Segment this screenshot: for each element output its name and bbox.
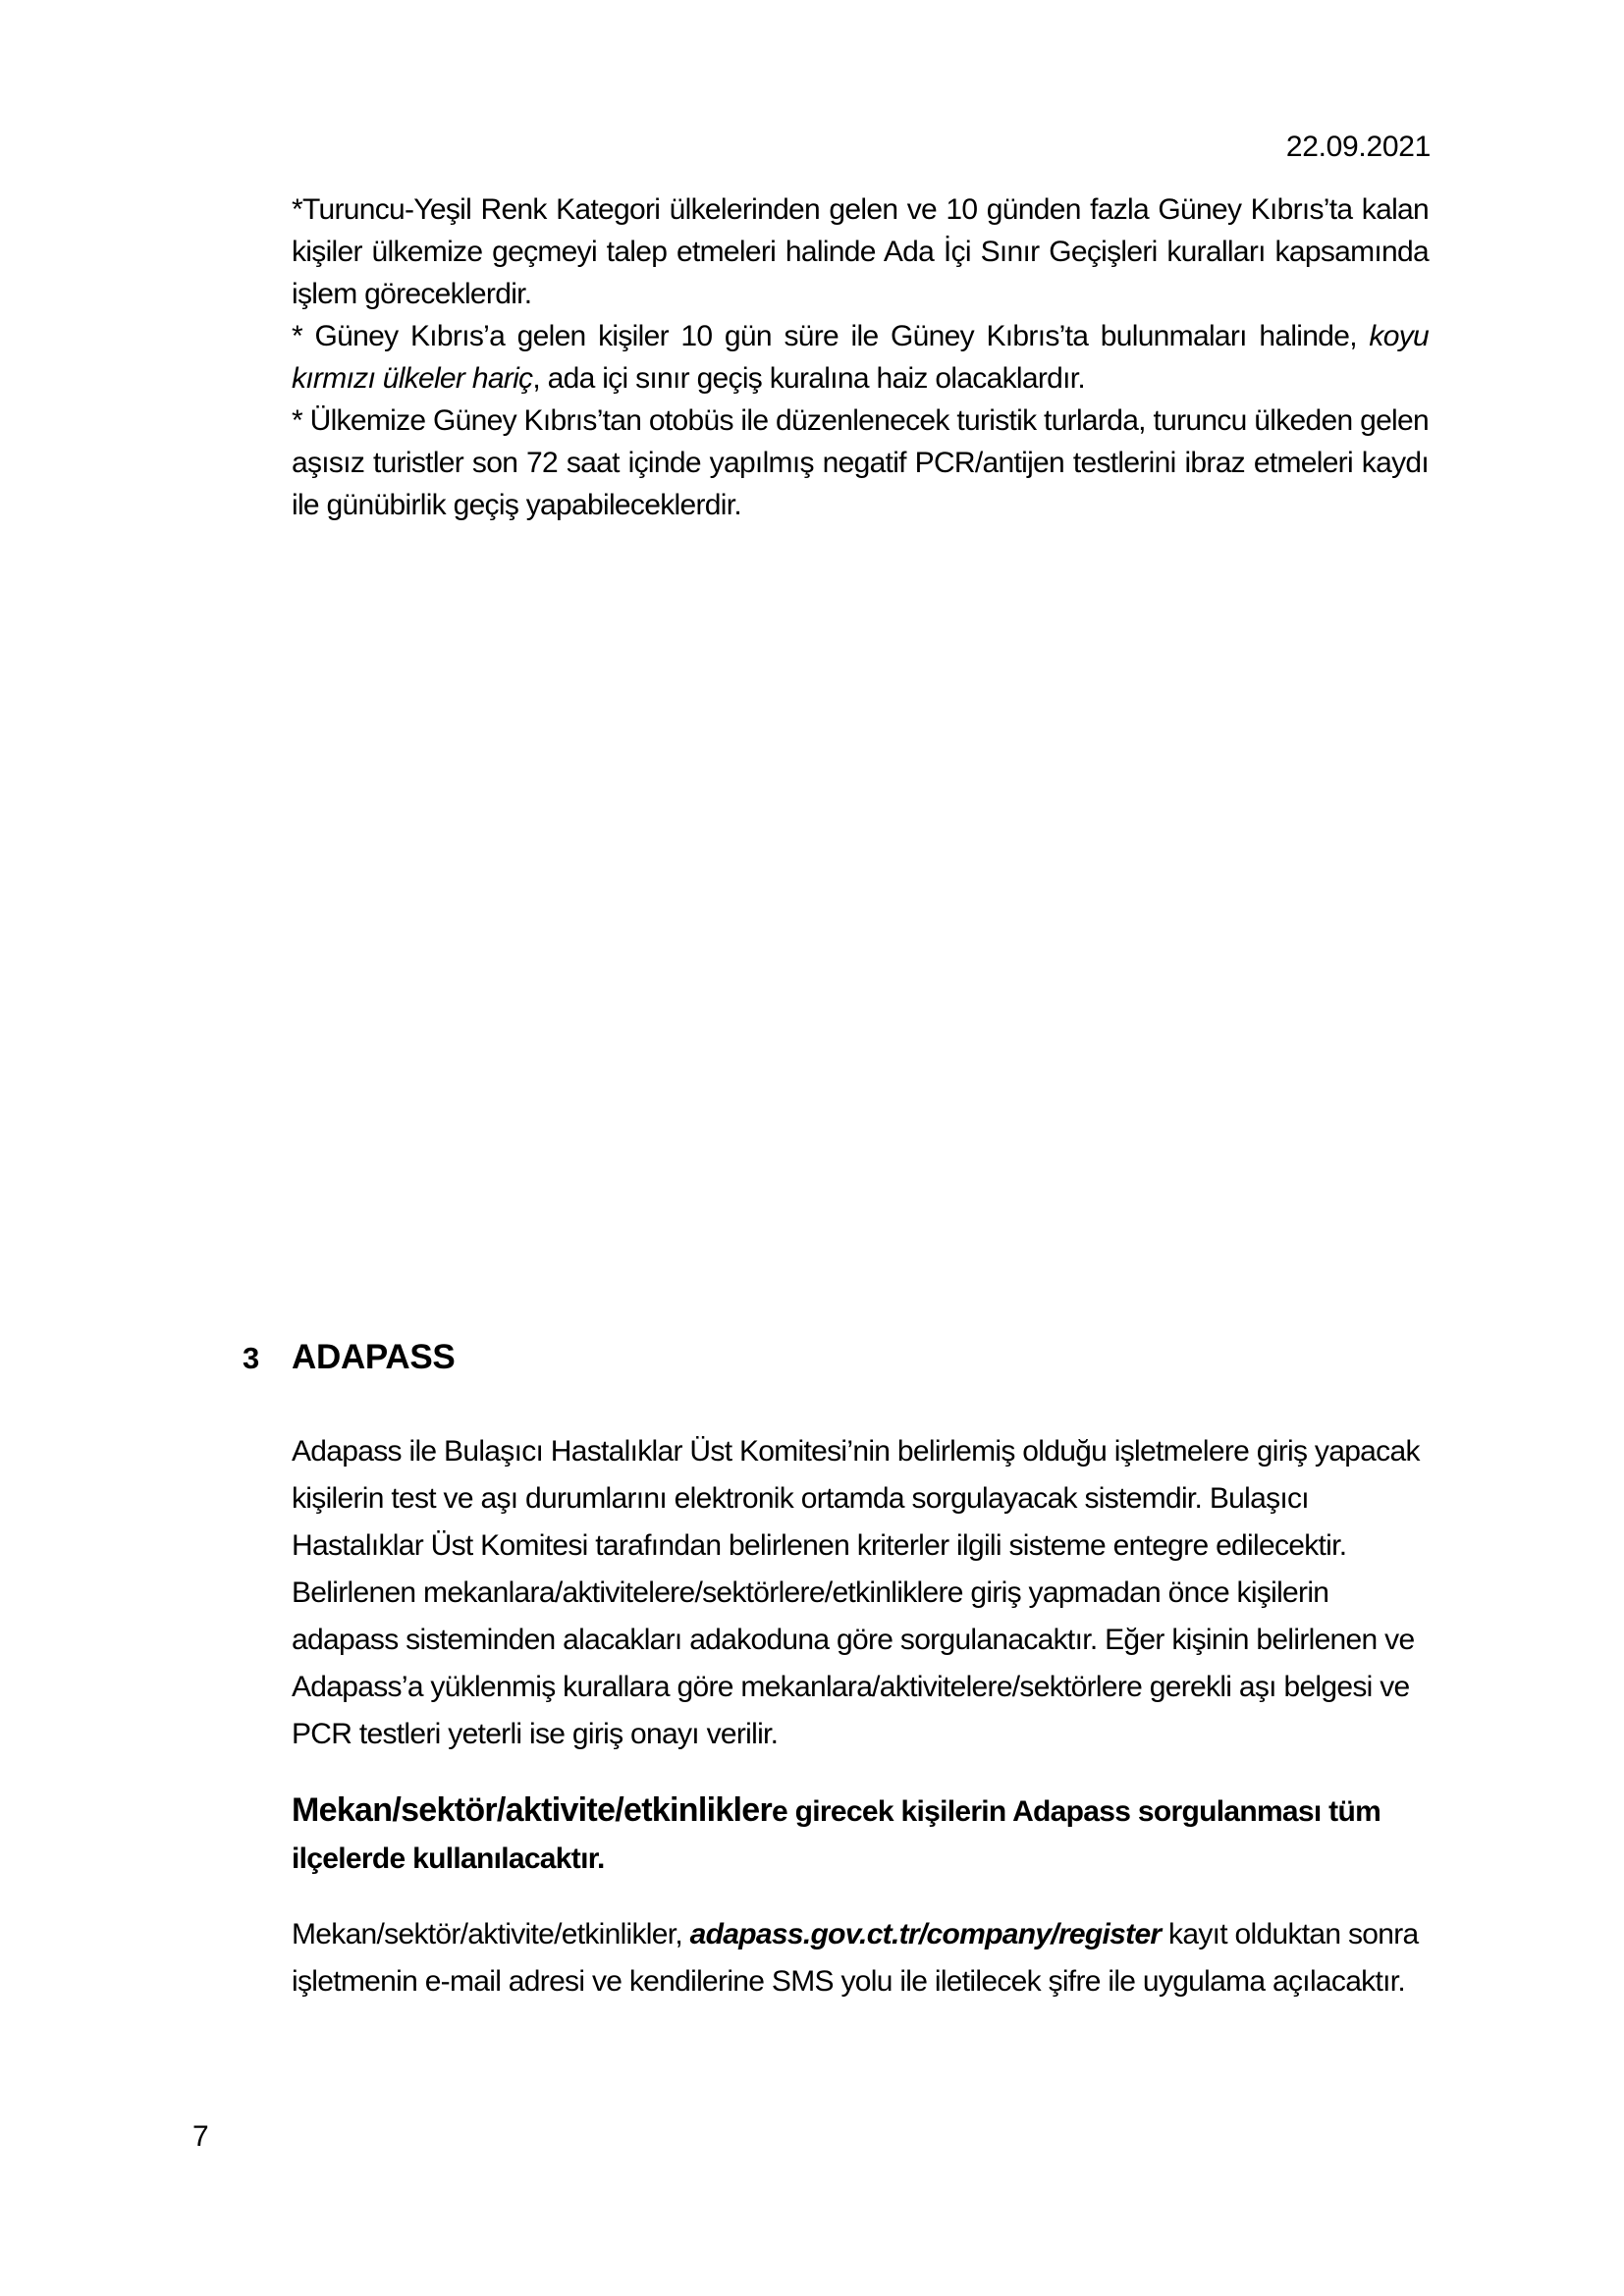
paragraph (292, 188, 1429, 315)
paragraph-text: *Turuncu-Yeşil Renk Kategori ülkelerinden gelen ve 10 günden fazla Güney Kıbrıs’ta kalan kişiler ülkemize geçmeyi talep etmeleri halinde Ada İçi Sınır Geçişleri kuralları kapsamında işlem göreceklerdir. (292, 193, 1429, 310)
paragraph-text: Mekan/sektör/aktivite/etkinlikler, (292, 1918, 690, 1950)
section-paragraphs (292, 1428, 1433, 2034)
registration-url-text: adapass.gov.ct.tr/company/register (689, 1918, 1162, 1950)
bold-lead-text: Mekan/sektör/aktivite/etkinlikler (292, 1791, 773, 1829)
paragraph-text: * Güney Kıbrıs’a gelen kişiler 10 gün süre ile Güney Kıbrıs’ta bulunmaları halinde, (292, 320, 1370, 352)
paragraph (292, 1428, 1433, 1758)
paragraph-text: * Ülkemize Güney Kıbrıs’tan otobüs ile düzenlenecek turistik turlarda, turuncu ülkeden gelen aşısız turistler son 72 saat içinde yapılmış negatif PCR/antijen testlerini ibraz etmeleri kaydı ile günübirlik geçiş yapabileceklerdir. (292, 404, 1429, 521)
intro-paragraphs (292, 188, 1429, 526)
paragraph-text: kayıt olduktan sonra işletmenin e-mail adresi ve kendilerine SMS yolu ile iletilecek şifre ile uygulama açılacaktır. (292, 1918, 1419, 1998)
paragraph (292, 315, 1429, 400)
paragraph-text: Adapass ile Bulaşıcı Hastalıklar Üst Komitesi’nin belirlemiş olduğu işletmelere giriş yapacak kişilerin test ve aşı durumlarını elektronik ortamda sorgulayacak sistemdir. Bulaşıcı Hastalıklar Üst Komitesi tarafından belirlenen kriterler ilgili sisteme entegre edilecektir. Belirlenen mekanlara/aktivitelere/sektörlere/etkinliklere giriş yapmadan önce kişilerin adapass sisteminden alacakları adakoduna göre sorgulanacaktır. Eğer kişinin belirlenen ve Adapass’a yüklenmiş kurallara göre mekanlara/aktivitelere/sektörlere gerekli aşı belgesi ve PCR testleri yeterli ise giriş onayı verilir. (292, 1435, 1420, 1750)
paragraph (292, 1911, 1433, 2005)
italic-phrase: koyu kırmızı ülkeler hariç (292, 320, 1429, 395)
section-heading (243, 1338, 455, 1377)
bold-text: e girecek kişilerin Adapass sorgulanması tüm ilçelerde kullanılacaktır. (292, 1795, 1381, 1875)
paragraph (292, 400, 1429, 526)
paragraph-emphasis (292, 1787, 1433, 1883)
document-date: 22.09.2021 (1285, 131, 1431, 163)
section-title: ADAPASS (292, 1338, 456, 1376)
page-number: 7 (192, 2120, 209, 2153)
section-number: 3 (243, 1341, 259, 1375)
paragraph-text: , ada içi sınır geçiş kuralına haiz olacaklardır. (532, 362, 1086, 395)
